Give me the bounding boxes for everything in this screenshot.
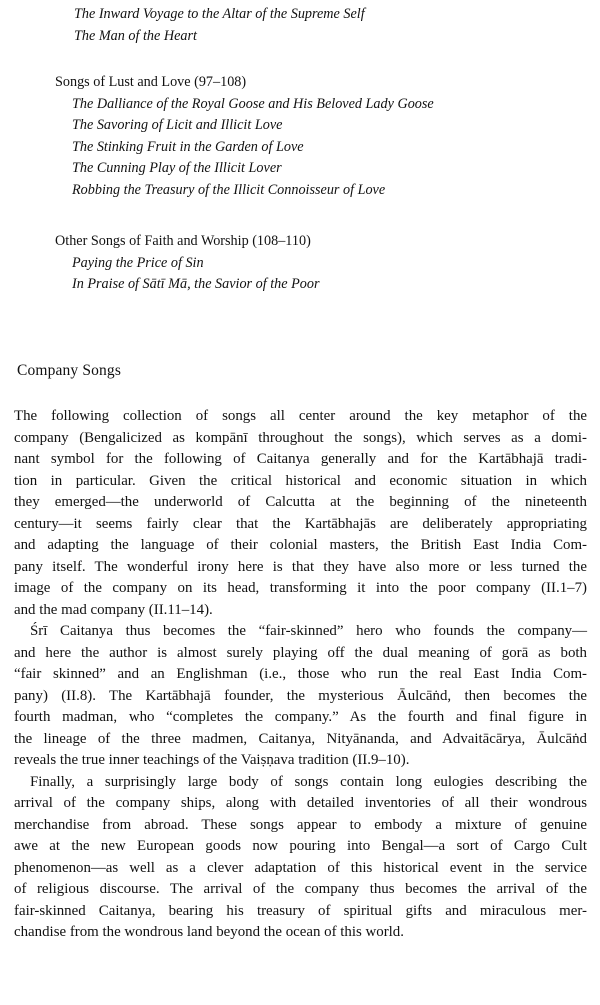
toc-item: In Praise of Sātī Mā, the Savior of the Poor (72, 276, 320, 292)
toc-item: Paying the Price of Sin (72, 254, 204, 271)
toc-item: The Inward Voyage to the Altar of the Supreme Self (74, 6, 365, 22)
text-line: century—it seems fairly clear that the Kartābhajās are deliberately appropriating (14, 515, 587, 532)
text-line: awe at the new European goods now pouring into Bengal—a sort of Cargo Cult (14, 838, 587, 854)
text-line: fair-skinned Caitanya, bearing his treasury of spiritual gifts and miraculous mer- (14, 902, 587, 919)
text-line: Finally, a surprisingly large body of songs contain long eulogies describing the (30, 773, 587, 790)
section-body (14, 406, 587, 944)
text-line: The following collection of songs all center around the key metaphor of the (14, 408, 587, 424)
text-line: merchandise from abroad. These songs appear to embody a mixture of genuine (14, 816, 587, 833)
toc-heading: Other Songs of Faith and Worship (108–110) (55, 233, 311, 249)
text-line: Śrī Caitanya thus becomes the “fair-skinned” hero who founds the company— (30, 623, 587, 639)
paragraph-2 (14, 621, 587, 772)
toc-item: The Stinking Fruit in the Garden of Love (72, 138, 304, 155)
text-line: of religious discourse. The arrival of the company thus becomes the arrival of the (14, 881, 587, 897)
text-line: tion in particular. Given the critical historical and economic situation in which (14, 472, 587, 489)
toc-item: The Cunning Play of the Illicit Lover (72, 160, 282, 176)
paragraph-1 (14, 406, 587, 621)
toc-group-lust-and-love (55, 72, 575, 201)
text-line: arrival of the company ships, along with detailed inventories of all their wondrous (14, 795, 587, 811)
text-line: reveals the true inner teachings of the Vaiṣṇava tradition (II.9–10). (14, 752, 410, 768)
text-line: pany itself. The wonderful irony here is that they have also more or less turned the (14, 558, 587, 575)
toc-item: Robbing the Treasury of the Illicit Connoisseur of Love (72, 181, 386, 198)
toc-heading: Songs of Lust and Love (97–108) (55, 74, 247, 90)
toc-item: The Man of the Heart (74, 27, 197, 44)
toc-item: The Dalliance of the Royal Goose and His Beloved Lady Goose (72, 95, 434, 112)
toc-item: The Savoring of Licit and Illicit Love (72, 117, 283, 133)
text-line: the lineage of the three madmen, Caitanya, Nityānanda, and Advaitācārya, Āulcāṅd (14, 730, 587, 747)
paragraph-3 (14, 772, 587, 944)
text-line: and here the author is almost surely playing off the dual meaning of gorā as both (14, 644, 587, 661)
text-line: pany) (II.8). The Kartābhajā founder, the mysterious Āulcāṅd, then becomes the (14, 687, 587, 704)
text-line: company (Bengalicized as kompānī throughout the songs), which serves as a domi- (14, 429, 587, 446)
text-line: phenomenon—as well as a clever adaptation of this historical event in the service (14, 859, 587, 876)
text-line: they emerged—the underworld of Calcutta at the beginning of the nineteenth (14, 494, 587, 510)
text-line: “fair skinned” and an Englishman (i.e., those who run the real East India Com- (14, 666, 587, 682)
toc-group-other-songs (55, 231, 575, 296)
text-line: fourth madman, who “completes the company.” As the fourth and final figure in (14, 709, 587, 725)
text-line: and the mad company (II.11–14). (14, 601, 213, 618)
toc-group-continued (55, 4, 575, 47)
text-line: and adapting the language of their colonial masters, the British East India Com- (14, 537, 587, 553)
text-line: image of the company on its head, transforming it into the poor company (II.1–7) (14, 580, 587, 596)
text-line: chandise from the wondrous land beyond the ocean of this world. (14, 924, 404, 940)
section-heading: Company Songs (17, 362, 122, 379)
text-line: nant symbol for the following of Caitanya generally and for the Kartābhajā tradi- (14, 451, 587, 467)
